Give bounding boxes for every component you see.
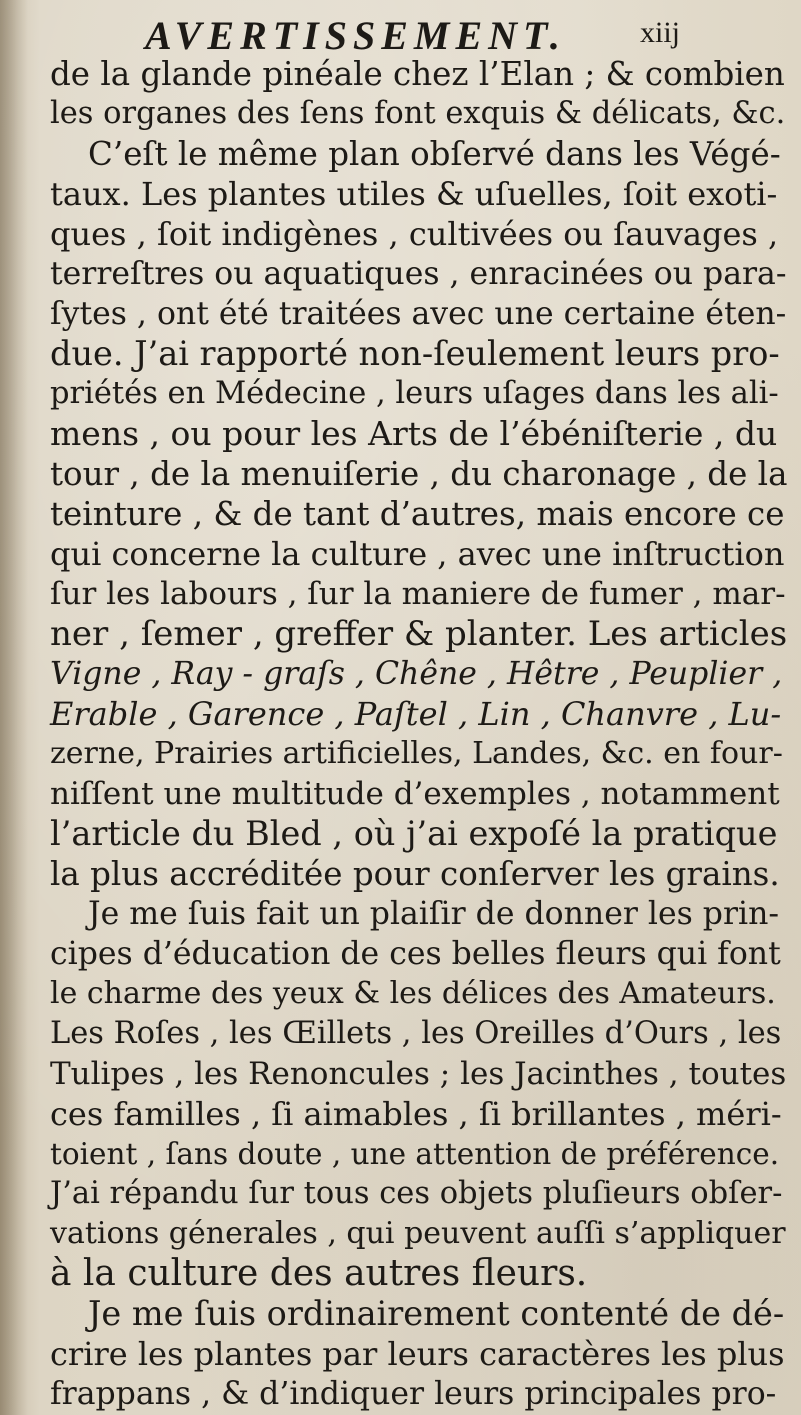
text-line: crire les plantes par leurs caractères les plus (50, 1335, 785, 1373)
text-line: qui concerne la culture , avec une inſtruction (50, 535, 785, 573)
text-line: zerne, Prairies artificielles, Landes, &c. en four- (50, 736, 783, 771)
running-head: AVERTISSEMENT. (145, 13, 566, 58)
text-line: à la culture des autres fleurs. (50, 1253, 588, 1294)
text-line: toient , ſans doute , une attention de préférence. (50, 1137, 780, 1171)
text-line: le charme des yeux & les délices des Amateurs. (50, 976, 776, 1011)
text-line: Tulipes , les Renoncules ; les Jacinthes , toutes (50, 1056, 787, 1092)
text-line: priétés en Médecine , leurs uſages dans les ali- (50, 376, 779, 411)
text-line: tour , de la menuiſerie , du charonage , de la (50, 455, 788, 493)
text-line: vations génerales , qui peuvent auſſi s’appliquer (50, 1216, 786, 1251)
text-line: ces familles , ſi aimables , ſi brillantes , méri- (50, 1095, 782, 1133)
text-line: ſur les labours , ſur la maniere de fumer , mar- (50, 576, 786, 612)
text-line: mens , ou pour les Arts de l’ébéniſterie , du (50, 414, 778, 453)
text-line: Je me ſuis fait un plaiſir de donner les prin- (88, 896, 780, 932)
text-line: la plus accréditée pour conſerver les grains. (50, 855, 780, 893)
text-line: ques , ſoit indigènes , cultivées ou ſauvages , (50, 215, 779, 253)
text-line: ner , ſemer , greffer & planter. Les articles (50, 614, 788, 654)
text-line: l’article du Bled , où j’ai expoſé la pratique (50, 814, 778, 853)
text-line: niſſent une multitude d’exemples , notamment (50, 776, 780, 812)
text-line: teinture , & de tant d’autres, mais encore ce (50, 495, 785, 533)
page-number: xiij (640, 16, 681, 49)
text-line: frappans , & d’indiquer leurs principales pro- (50, 1376, 777, 1412)
text-line: taux. Les plantes utiles & uſuelles, ſoit exoti- (50, 175, 778, 213)
text-line: J’ai répandu ſur tous ces objets pluſieurs obſer- (50, 1176, 783, 1211)
text-line: C’eſt le même plan obſervé dans les Végé- (88, 135, 781, 173)
text-line: terreſtres ou aquatiques , enracinées ou para- (50, 256, 787, 292)
binding-shadow (0, 0, 28, 1415)
text-line: les organes des ſens font exquis & délicats, &c. (50, 96, 786, 131)
text-line: cipes d’éducation de ces belles fleurs qui font (50, 936, 781, 972)
text-line: Vigne , Ray - graſs , Chêne , Hêtre , Peuplier , (50, 656, 783, 692)
text-line: ſytes , ont été traitées avec une certaine éten- (50, 296, 787, 332)
text-line: Les Roſes , les Œillets , les Oreilles d’Ours , les (50, 1016, 782, 1051)
text-line: due. J’ai rapporté non-ſeulement leurs pro- (50, 334, 780, 373)
text-line: Erable , Garence , Paſtel , Lin , Chanvre , Lu- (50, 695, 782, 733)
text-line: de la glande pinéale chez l’Elan ; & combien (50, 55, 785, 93)
text-line: Je me ſuis ordinairement contenté de dé- (88, 1294, 785, 1333)
